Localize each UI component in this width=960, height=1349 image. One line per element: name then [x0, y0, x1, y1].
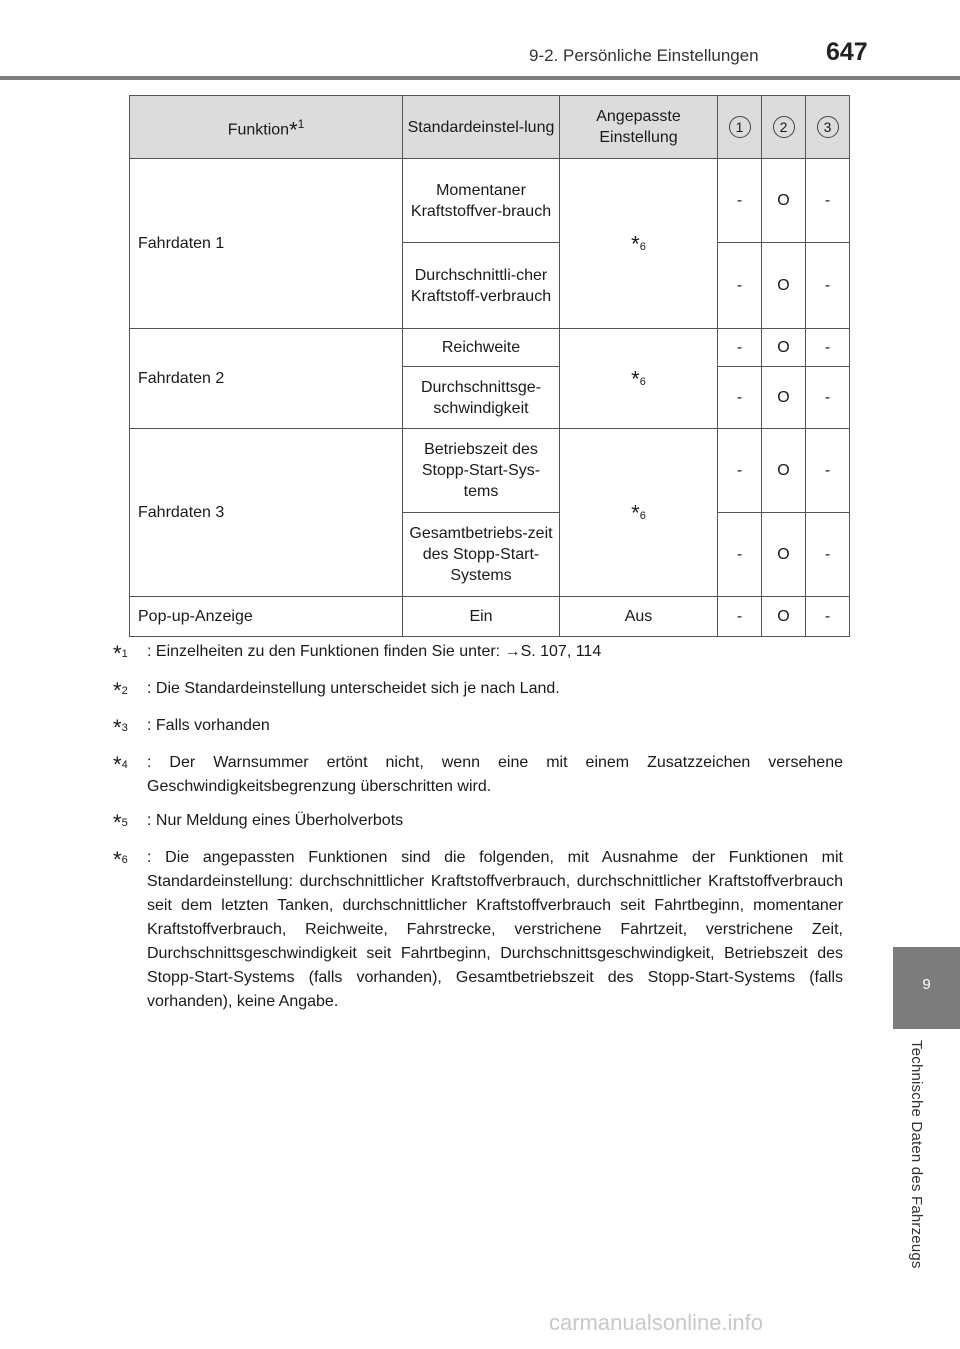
footnote-marker: [113, 751, 147, 799]
cell-c2: O: [762, 513, 806, 597]
footnote-text: : Falls vorhanden: [147, 717, 270, 734]
circled-number-3: 3: [817, 116, 839, 138]
section-title: 9-2. Persönliche Einstellungen: [529, 46, 759, 65]
cell-c1: -: [718, 159, 762, 243]
row-item-label: Durchschnittli-cher Kraftstoff-verbrauch: [403, 243, 560, 329]
footnote-text: : Nur Meldung eines Überholverbots: [147, 812, 404, 829]
table-row: [130, 159, 850, 243]
cell-c2: O: [762, 367, 806, 429]
cell-c1: -: [718, 597, 762, 637]
chapter-label: Technische Daten des Fahrzeugs: [908, 1040, 925, 1269]
row-item-label: Durchschnittsge-schwindigkeit: [403, 367, 560, 429]
footnote-marker: [113, 846, 147, 1014]
asterisk-icon: *: [631, 366, 640, 392]
cell-c1: -: [718, 513, 762, 597]
footnote-ref: 6: [639, 509, 646, 522]
footnote: [113, 677, 843, 704]
cell-c2: O: [762, 597, 806, 637]
footnote-text: : Einzelheiten zu den Funktionen finden Sie unter: →S. 107, 114: [147, 643, 602, 660]
row-group-label: Fahrdaten 1: [130, 159, 403, 329]
cell-c2: O: [762, 243, 806, 329]
settings-table: [129, 95, 850, 637]
cell-c3: -: [806, 513, 850, 597]
header-funktion: [130, 96, 403, 159]
row-item-label: Momentaner Kraftstoffver-brauch: [403, 159, 560, 243]
row-group-label: Fahrdaten 2: [130, 329, 403, 429]
asterisk-icon: *: [631, 231, 640, 257]
footnotes: [113, 640, 843, 1024]
footnote-marker: [113, 640, 147, 667]
cell-c1: -: [718, 367, 762, 429]
asterisk-icon: *: [113, 715, 122, 740]
asterisk-icon: *: [289, 117, 298, 143]
watermark: carmanualsonline.info: [549, 1310, 764, 1335]
asterisk-icon: *: [113, 641, 122, 666]
asterisk-icon: *: [113, 810, 122, 835]
footnote-marker: [113, 809, 147, 836]
circled-number-2: 2: [773, 116, 795, 138]
footnote-text: : Der Warnsummer ertönt nicht, wenn eine mit einem Zusatzzeichen versehene Geschwindigkeitsbegrenzung überschritten wird.: [147, 754, 843, 795]
row-item-label: Betriebszeit des Stopp-Start-Sys-tems: [403, 429, 560, 513]
standard-cell: [560, 159, 718, 329]
cell-c1: -: [718, 243, 762, 329]
footnote: [113, 751, 843, 799]
table-row: [130, 329, 850, 367]
asterisk-icon: *: [631, 500, 640, 526]
standard-value: Ein: [403, 597, 560, 637]
chapter-number: 9: [922, 976, 931, 993]
header-rule: [0, 76, 960, 80]
footnote-text: : Die Standardeinstellung unterscheidet sich je nach Land.: [147, 680, 560, 697]
cell-c3: -: [806, 367, 850, 429]
standard-cell: [560, 429, 718, 597]
footnote: [113, 640, 843, 667]
footnote-ref: 6: [639, 375, 646, 388]
cell-c3: -: [806, 597, 850, 637]
footnote: [113, 846, 843, 1014]
asterisk-icon: *: [113, 678, 122, 703]
cell-c2: O: [762, 329, 806, 367]
standard-cell: [560, 329, 718, 429]
header-standard: Standardeinstel-lung: [403, 96, 560, 159]
header-col-1: [718, 96, 762, 159]
table-header-row: [130, 96, 850, 159]
footnote-number: 3: [121, 722, 128, 734]
footnote-ref: 6: [639, 240, 646, 253]
cell-c1: -: [718, 429, 762, 513]
cell-c3: -: [806, 159, 850, 243]
footnote-number: 6: [121, 854, 128, 866]
asterisk-icon: *: [113, 752, 122, 777]
row-item-label: Gesamtbetriebs-zeit des Stopp-Start-Systems: [403, 513, 560, 597]
footnote-marker: [113, 714, 147, 741]
header-funktion-note: 1: [297, 116, 305, 131]
footnote-number: 1: [121, 648, 128, 660]
custom-value: Aus: [560, 597, 718, 637]
footnote: [113, 714, 843, 741]
row-group-label: Fahrdaten 3: [130, 429, 403, 597]
footnote-text: : Die angepassten Funktionen sind die folgenden, mit Ausnahme der Funktionen mit Standardeinstellung: durchschnittlicher Kraftstoffverbrauch, durchschnittlicher Kraftstoffverbrauch seit dem letzten Tanken, durchschnittlicher Kraftstoffverbrauch seit Fahrtbeginn, momentaner Kraftstoffverbrauch, Reichweite, Fahrstrecke, verstrichene Fahrtzeit, verstrichene Zeit, Durchschnittsgeschwindigkeit seit Fahrtbeginn, Durchschnittsgeschwindigkeit, Betriebszeit des Stopp-Start-Systems (falls vorhanden), Gesamtbetriebszeit des Stopp-Start-Systems (falls vorhanden), keine Angabe.: [147, 849, 843, 1010]
cell-c1: -: [718, 329, 762, 367]
header-funktion-label: Funktion: [227, 121, 290, 139]
footnote: [113, 809, 843, 836]
footnote-number: 5: [121, 817, 128, 829]
cell-c2: O: [762, 429, 806, 513]
circled-number-1: 1: [729, 116, 751, 138]
cell-c3: -: [806, 243, 850, 329]
cell-c3: -: [806, 329, 850, 367]
header-angepasst: Angepasste Einstellung: [560, 96, 718, 159]
cell-c2: O: [762, 159, 806, 243]
row-group-label: Pop-up-Anzeige: [130, 597, 403, 637]
footnote-marker: [113, 677, 147, 704]
footnote-number: 2: [121, 685, 128, 697]
row-item-label: Reichweite: [403, 329, 560, 367]
footnote-number: 4: [121, 759, 128, 771]
header-col-3: [806, 96, 850, 159]
page-number: 647: [826, 38, 868, 66]
header-col-2: [762, 96, 806, 159]
cell-c3: -: [806, 429, 850, 513]
table-row: [130, 429, 850, 513]
table-row: [130, 597, 850, 637]
asterisk-icon: *: [113, 847, 122, 872]
